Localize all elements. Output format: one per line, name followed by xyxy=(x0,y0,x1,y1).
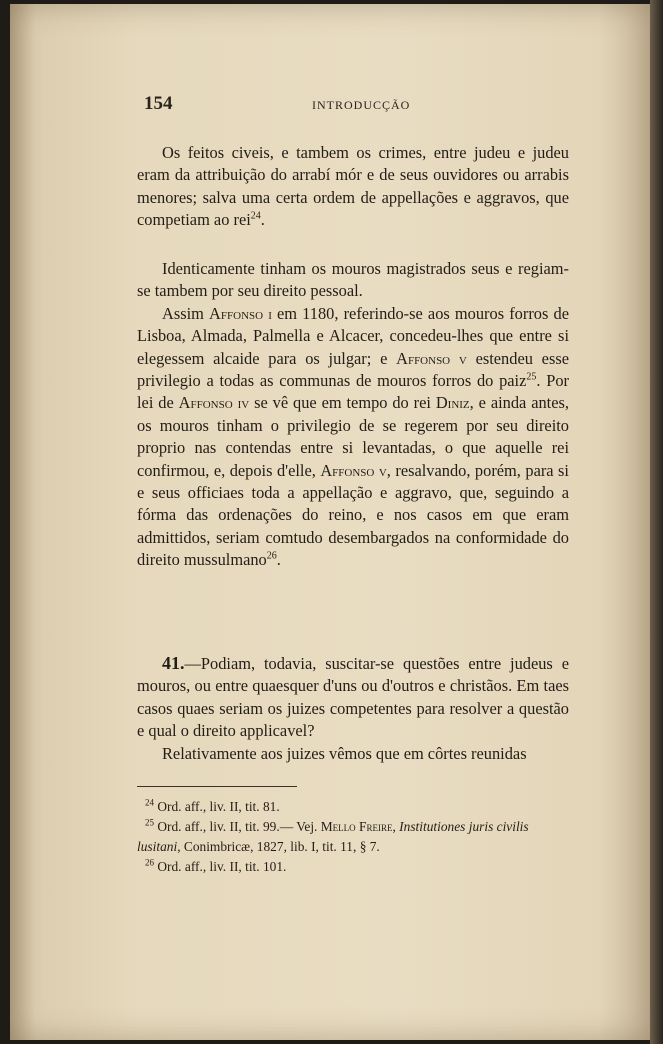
name-affonso-v: Affonso v xyxy=(396,348,467,368)
section-41 xyxy=(137,652,569,765)
running-head: INTRODUCÇÃO xyxy=(312,98,411,112)
section-text: —Podiam, todavia, suscitar-se questões entre judeus e mouros, ou entre quaesquer d'uns ou d'outros e christãos. Em taes casos quaes seriam os juizes competentes para resolver a questão e qual o direito applicavel? xyxy=(137,654,569,741)
paragraph-relativamente: Relativamente aos juizes vêmos que em côrtes reunidas xyxy=(162,743,527,763)
section-number: 41. xyxy=(162,653,185,673)
footnote-ref: 25 xyxy=(526,371,537,383)
name-affonso-v: Affonso v xyxy=(320,460,387,480)
paragraph-identicamente: Identicamente tinham os mouros magistrados seus e regiam-se tambem por seu direito pessoal. xyxy=(137,259,569,301)
page-number: 154 xyxy=(144,93,173,114)
footnote-ref: 26 xyxy=(266,550,277,562)
book-title: Institutiones juris civilis lusitani xyxy=(137,819,529,854)
footnotes xyxy=(137,797,569,877)
page-header xyxy=(132,93,572,117)
paragraph-feitos-civeis: Os feitos civeis, e tambem os crimes, entre judeu e judeu eram da attribuição do arrabí mór e de seus ouvidores ou arrabis menores; salva uma certa ordem de appellações e aggravos, que competiam ao rei$^{24}$. xyxy=(137,143,569,230)
paragraph-assim: Assim Affonso i em 1180, referindo-se aos mouros forros de Lisboa, Almada, Palmella e Alcacer, concedeu-lhes que entre si elegessem alcaide para os julgar; e Affonso v estendeu esse privilegio a todas as communas de mouros forros do paiz$^{25}$. Por lei de Affonso iv se vê que em tempo do rei Diniz, e ainda antes, os mouros tinham o privilegio de se regerem por seu direito proprio nas contendas entre si levantadas, o que aquelle rei confirmou, e, depois d'elle, Affonso v, resalvando, porém, para si e seus officiaes toda a appellação e aggravo, que, seguindo a fórma das ordenações do reino, e nos casos em que eram admittidos, seriam comtudo desembargados na conformidade do direito mussulmano$^{26}$. xyxy=(137,303,569,570)
name-affonso-iv: Affonso iv xyxy=(178,393,250,413)
author-name: Mello Freire xyxy=(320,819,393,834)
footnote-ref: 24 xyxy=(250,210,261,222)
paragraph-mouros xyxy=(137,258,569,572)
page-edge xyxy=(650,0,663,1044)
footnote-25: $^{25}$ Ord. aff., liv. II, tit. 99.— Vej. Mello Freire, Institutiones juris civilis lusitani, Conimbricæ, 1827, lib. I, tit. 11, § 7. xyxy=(137,817,529,854)
footnote-rule xyxy=(137,786,297,787)
paragraph-text: Os feitos civeis, e tambem os crimes, entre judeu e judeu eram da attribuição do arrabí mór e de seus ouvidores ou arrabis menores; salva uma certa ordem de appellações e aggravos, que competiam ao rei xyxy=(137,143,569,230)
footnote-26: $^{26}$ Ord. aff., liv. II, tit. 101. xyxy=(145,857,287,874)
name-diniz: Diniz xyxy=(435,393,470,413)
footnote-24: $^{24}$ Ord. aff., liv. II, tit. 81. xyxy=(145,797,280,814)
name-affonso-i: Affonso i xyxy=(209,303,272,323)
